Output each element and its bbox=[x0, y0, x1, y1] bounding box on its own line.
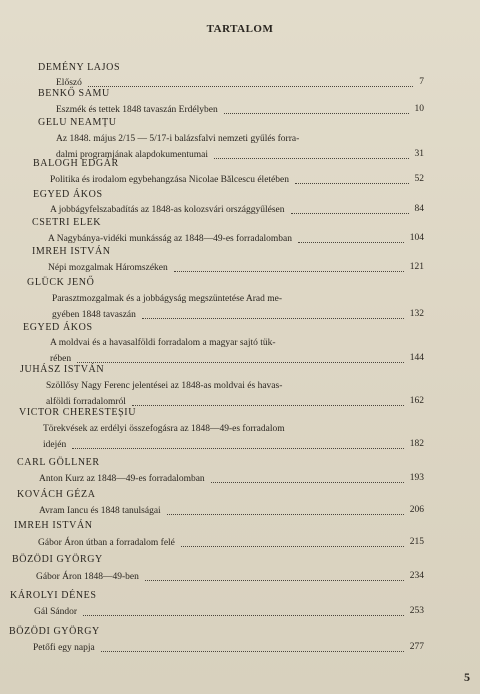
toc-page-number: 206 bbox=[409, 505, 424, 515]
toc-title-line: Petőfi egy napja bbox=[33, 643, 95, 653]
leader-dots bbox=[88, 85, 413, 87]
toc-title-line: Anton Kurz az 1848—49-es forradalomban bbox=[39, 474, 205, 484]
leader-dots bbox=[211, 481, 404, 483]
toc-page-number: 144 bbox=[409, 353, 424, 363]
toc-author: BÖZÖDI GYÖRGY bbox=[9, 626, 100, 637]
toc-title-line: Előszó bbox=[56, 78, 82, 88]
leader-dots bbox=[295, 182, 409, 184]
toc-title-line: dalmi programjának alapdokumentumai bbox=[56, 150, 208, 160]
page-number: 5 bbox=[464, 670, 470, 684]
toc-author: VICTOR CHERESTEȘIU bbox=[19, 407, 137, 418]
toc-title-line: Szöllősy Nagy Ferenc jelentései az 1848-as moldvai és havas- bbox=[46, 381, 283, 391]
page-title: TARTALOM bbox=[206, 23, 274, 35]
toc-title-line: Törekvések az erdélyi összefogásra az 1848—49-es forradalom bbox=[43, 424, 285, 434]
toc-title-line: A Nagybánya-vidéki munkásság az 1848—49-es forradalomban bbox=[48, 234, 293, 244]
toc-title-line: Eszmék és tettek 1848 tavaszán Erdélyben bbox=[56, 105, 218, 115]
toc-page-number: 31 bbox=[414, 149, 424, 159]
toc-page-number: 84 bbox=[414, 204, 424, 214]
toc-page-number: 253 bbox=[409, 606, 424, 616]
leader-dots bbox=[145, 579, 404, 581]
leader-dots bbox=[224, 112, 409, 114]
leader-dots bbox=[77, 361, 404, 363]
leader-dots bbox=[132, 404, 404, 406]
toc-author: IMREH ISTVÁN bbox=[14, 520, 93, 531]
toc-page-number: 132 bbox=[409, 309, 424, 319]
toc-page-number: 162 bbox=[409, 396, 424, 406]
leader-dots bbox=[214, 157, 409, 159]
toc-page-number: 7 bbox=[419, 77, 424, 87]
toc-title-line: Gábor Áron útban a forradalom felé bbox=[38, 538, 175, 548]
toc-page-number: 234 bbox=[409, 571, 424, 581]
toc-author: KÁROLYI DÉNES bbox=[10, 590, 97, 601]
leader-dots bbox=[101, 650, 404, 652]
toc-page-number: 182 bbox=[409, 439, 424, 449]
toc-author: BÖZÖDI GYÖRGY bbox=[12, 554, 103, 565]
toc-author: KOVÁCH GÉZA bbox=[17, 489, 96, 500]
toc-author: GELU NEAMȚU bbox=[38, 117, 117, 128]
leader-dots bbox=[291, 212, 409, 214]
leader-dots bbox=[298, 241, 404, 243]
toc-title-line: Politika és irodalom egybehangzása Nicolae Bălcescu életében bbox=[50, 175, 289, 185]
toc-title-line: gyében 1848 tavaszán bbox=[52, 310, 136, 320]
toc-page-number: 121 bbox=[409, 262, 424, 272]
toc-title-line: rében bbox=[50, 354, 72, 364]
toc-author: EGYED ÁKOS bbox=[23, 322, 93, 333]
toc-title-line: A jobbágyfelszabadítás az 1848-as kolozsvári országgyűlésen bbox=[50, 205, 285, 215]
leader-dots bbox=[83, 614, 404, 616]
toc-title-line: Parasztmozgalmak és a jobbágyság megszüntetése Arad me- bbox=[52, 294, 283, 304]
toc-author: IMREH ISTVÁN bbox=[32, 246, 111, 257]
toc-title-line: Avram Iancu és 1848 tanulságai bbox=[39, 506, 161, 516]
toc-title-line: Gábor Áron 1848—49-ben bbox=[36, 572, 139, 582]
toc-page-number: 52 bbox=[414, 174, 424, 184]
toc-title-line: Az 1848. május 2/15 — 5/17-i balázsfalvi nemzeti gyűlés forra- bbox=[56, 134, 300, 144]
toc-page-number: 104 bbox=[409, 233, 424, 243]
toc-title-line: Gál Sándor bbox=[34, 607, 78, 617]
leader-dots bbox=[167, 513, 404, 515]
leader-dots bbox=[72, 447, 404, 449]
toc-page-number: 10 bbox=[414, 104, 424, 114]
toc-author: DEMÉNY LAJOS bbox=[38, 62, 121, 73]
toc-author: EGYED ÁKOS bbox=[33, 189, 103, 200]
leader-dots bbox=[142, 317, 404, 319]
toc-title-line: Népi mozgalmak Háromszéken bbox=[48, 263, 168, 273]
toc-title-line: idején bbox=[43, 440, 67, 450]
toc-author: BALOGH EDGÁR bbox=[33, 158, 119, 169]
toc-author: CSETRI ELEK bbox=[32, 217, 102, 228]
leader-dots bbox=[181, 545, 404, 547]
toc-author: CARL GÖLLNER bbox=[17, 457, 100, 468]
toc-page-number: 193 bbox=[409, 473, 424, 483]
toc-page-number: 215 bbox=[409, 537, 424, 547]
toc-page-number: 277 bbox=[409, 642, 424, 652]
toc-title-line: alföldi forradalomról bbox=[46, 397, 126, 407]
leader-dots bbox=[174, 270, 404, 272]
toc-author: BENKŐ SAMU bbox=[38, 88, 110, 99]
toc-author: GLÜCK JENŐ bbox=[27, 277, 95, 288]
toc-title-line: A moldvai és a havasalföldi forradalom a magyar sajtó tük- bbox=[50, 338, 276, 348]
toc-author: JUHÁSZ ISTVÁN bbox=[20, 364, 105, 375]
